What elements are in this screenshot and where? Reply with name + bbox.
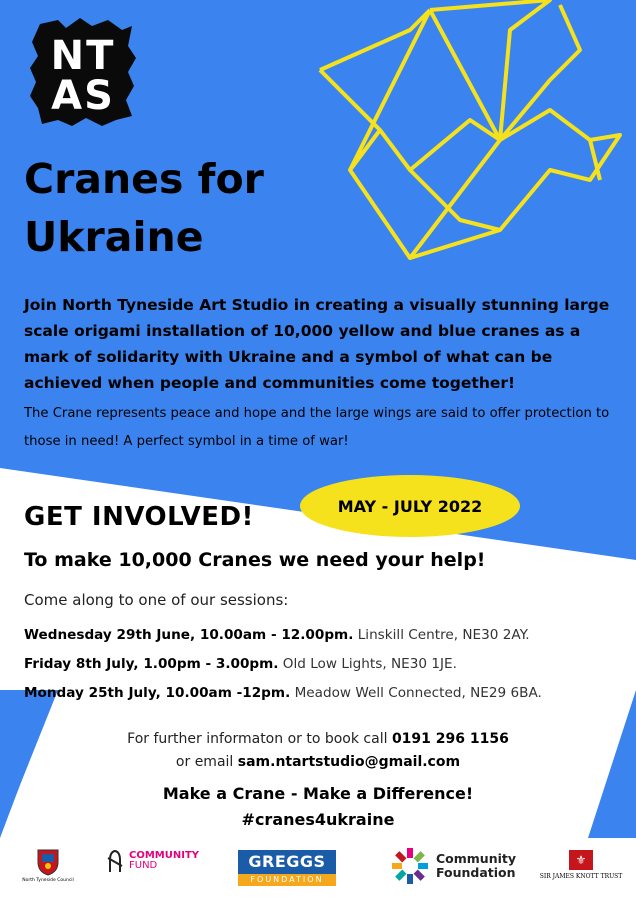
booking-phone-line bbox=[0, 731, 636, 747]
community-fund-text bbox=[129, 851, 199, 871]
community-foundation-line2: Foundation bbox=[436, 865, 516, 880]
ntas-logo bbox=[28, 16, 138, 128]
council-crest-icon bbox=[33, 846, 63, 876]
community-foundation-burst-icon bbox=[390, 846, 430, 886]
title-line-2: Ukraine bbox=[24, 213, 204, 261]
session-location: Meadow Well Connected, NE29 6BA. bbox=[294, 685, 542, 701]
logo-text-as: AS bbox=[51, 73, 115, 119]
north-tyneside-council-logo bbox=[22, 846, 74, 883]
session-item bbox=[24, 627, 629, 643]
need-help-heading: To make 10,000 Cranes we need your help! bbox=[24, 549, 486, 571]
come-along-text: Come along to one of our sessions: bbox=[24, 591, 289, 609]
knott-trust-name: SIR JAMES KNOTT TRUST bbox=[539, 873, 623, 880]
community-fund-line1: COMMUNITY bbox=[129, 850, 200, 861]
community-foundation-text bbox=[436, 852, 516, 880]
sir-james-knott-trust-logo bbox=[538, 850, 624, 880]
crossed-fingers-icon bbox=[104, 848, 126, 874]
community-fund-logo bbox=[104, 848, 199, 874]
funder-logos bbox=[0, 838, 636, 900]
fleur-de-lis-icon: ⚜ bbox=[569, 850, 593, 870]
council-name: North Tyneside Council bbox=[22, 878, 74, 883]
page-title bbox=[24, 150, 284, 266]
greggs-name: GREGGS bbox=[238, 850, 336, 874]
hashtag: #cranes4ukraine bbox=[241, 810, 395, 829]
phone-number[interactable]: 0191 296 1156 bbox=[391, 731, 509, 747]
booking-email-line bbox=[0, 754, 636, 770]
session-item bbox=[24, 656, 629, 672]
title-line-1: Cranes for bbox=[24, 155, 264, 203]
phone-prefix: For further informaton or to book call bbox=[127, 731, 388, 747]
origami-crane-outline bbox=[260, 0, 636, 280]
session-item bbox=[24, 685, 629, 701]
logo-text-nt: NT bbox=[50, 33, 116, 79]
greggs-foundation-text: FOUNDATION bbox=[238, 874, 336, 886]
greggs-foundation-logo bbox=[238, 850, 336, 886]
session-time: Wednesday 29th June, 10.00am - 12.00pm. bbox=[24, 627, 354, 643]
community-foundation-logo bbox=[390, 846, 516, 886]
email-prefix: or email bbox=[175, 754, 234, 770]
intro-bold-paragraph: Join North Tyneside Art Studio in creating a visually stunning large scale origami installation of 10,000 yellow and blue cranes as a mark of solidarity with Ukraine and a symbol of what can be achieved when people and communities come together! bbox=[24, 296, 610, 392]
email-address[interactable]: sam.ntartstudio@gmail.com bbox=[237, 754, 461, 770]
community-fund-line2: FUND bbox=[129, 860, 158, 871]
session-time: Friday 8th July, 1.00pm - 3.00pm. bbox=[24, 656, 279, 672]
intro-paragraph: The Crane represents peace and hope and the large wings are said to offer protection to those in need! A perfect symbol in a time of war! bbox=[24, 406, 610, 449]
session-location: Old Low Lights, NE30 1JE. bbox=[282, 656, 457, 672]
community-foundation-line1: Community bbox=[436, 851, 517, 866]
session-location: Linskill Centre, NE30 2AY. bbox=[357, 627, 530, 643]
tagline: Make a Crane - Make a Difference! bbox=[162, 784, 474, 803]
dates-badge: MAY - JULY 2022 bbox=[300, 475, 520, 537]
get-involved-heading: GET INVOLVED! bbox=[24, 502, 254, 532]
session-time: Monday 25th July, 10.00am -12pm. bbox=[24, 685, 291, 701]
